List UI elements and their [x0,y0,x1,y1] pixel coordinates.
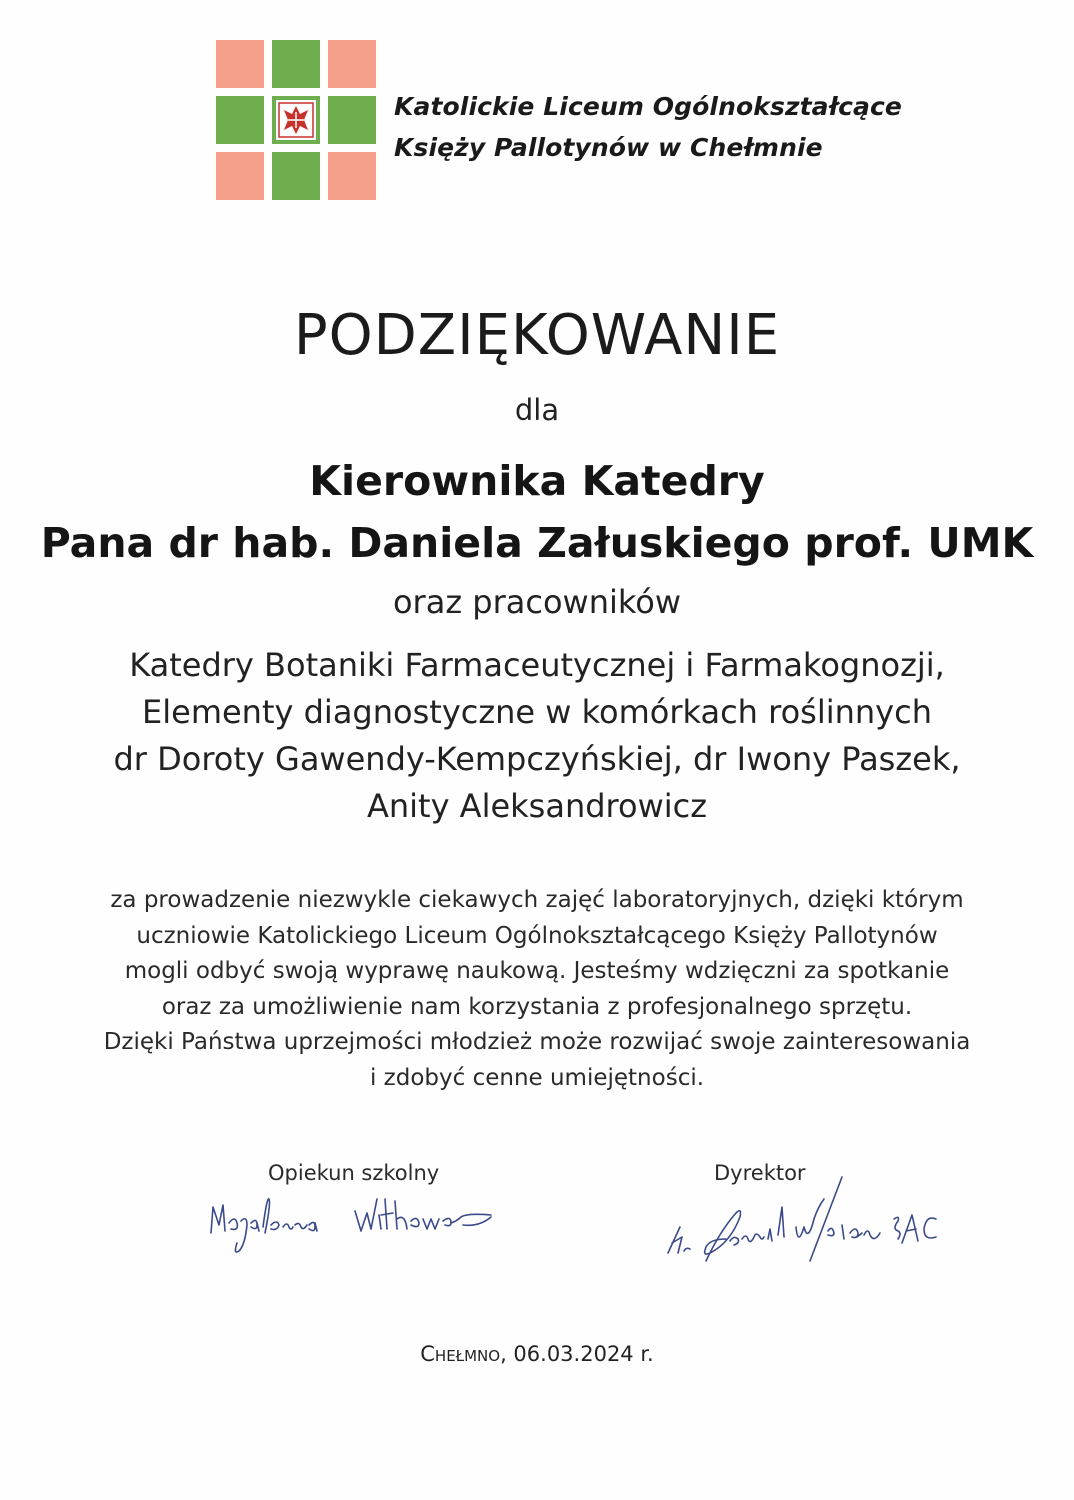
body-line: i zdobyć cenne umiejętności. [369,1064,705,1091]
school-name-line2: Księży Pallotynów w Chełmnie [394,133,823,162]
body-line: oraz za umożliwienie nam korzystania z profesjonalnego sprzętu. [161,993,913,1020]
staff-line2: Elementy diagnostyczne w komórkach roślinnych [142,693,932,731]
staff-line4: Anity Aleksandrowicz [366,787,708,825]
document-title: PODZIĘKOWANIE [293,303,781,368]
staff-line3: dr Doroty Gawendy-Kempczyńskiej, dr Iwony Paszek, [113,740,961,778]
recipient [0,450,1074,574]
school-name [394,86,902,168]
recipient-line1: Kierownika Katedry [309,457,765,505]
body-line: mogli odbyć swoją wyprawę naukową. Jesteśmy wdzięczni za spotkanie [124,958,950,984]
body-line: uczniowie Katolickiego Liceum Ogólnokształcącego Księży Pallotynów [136,922,938,949]
place-name: Chełmno [420,1342,501,1366]
director-signature-graphic [660,1165,960,1275]
school-logo-graphic [216,40,376,202]
staff-block [0,642,1074,830]
school-logo [216,40,376,202]
body-line: za prowadzenie niezwykle ciekawych zajęć laboratoryjnych, dzięki którym [110,887,964,913]
school-name-line1: Katolickie Liceum Ogólnokształcące [394,92,902,121]
oraz-text: oraz pracowników [392,583,682,621]
school-supervisor-label: Opiekun szkolny [268,1161,440,1185]
recipient-line2: Pana dr hab. Daniela Załuskiego prof. UMK [40,519,1034,567]
document-date: , 06.03.2024 r. [500,1342,654,1366]
supervisor-signature [205,1185,505,1275]
body-line: Dzięki Państwa uprzejmości młodzież może rozwijać swoje zainteresowania [103,1029,971,1055]
place-date [0,1340,1074,1368]
director-label: Dyrektor [714,1161,806,1185]
dla-text: dla [514,393,560,427]
supervisor-signature-graphic [205,1185,505,1275]
staff-line1: Katedry Botaniki Farmaceutycznej i Farmakognozji, [129,646,945,684]
body-text [0,883,1074,1096]
director-signature [660,1165,960,1275]
